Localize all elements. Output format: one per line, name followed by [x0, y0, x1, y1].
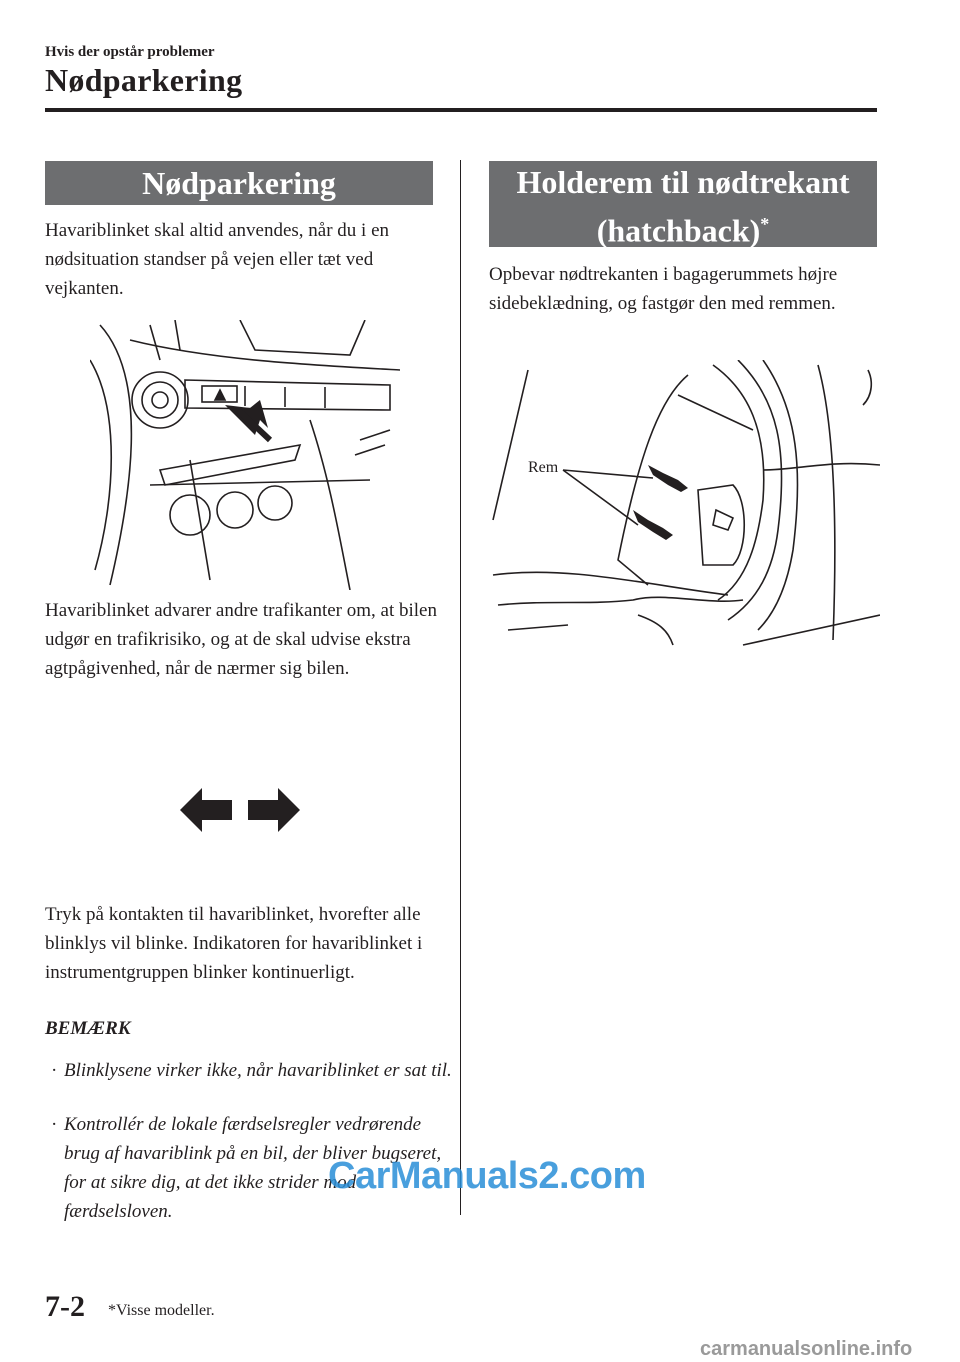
breadcrumb: Hvis der opstår problemer [45, 44, 215, 60]
banner-line-2: (hatchback)* [596, 212, 770, 249]
bullet-dot: · [51, 1114, 58, 1135]
model-asterisk: * [760, 214, 770, 234]
trunk-strap-illustration [488, 360, 880, 660]
page-number: 7-2 [45, 1290, 85, 1323]
watermark-logo: CarManuals2.com [328, 1155, 646, 1197]
hazard-switch-illustration [90, 320, 400, 590]
page-title: Nødparkering [45, 62, 243, 98]
storage-paragraph: Opbevar nødtrekanten i bagagerummets højre sidebeklædning, og fastgør den med remmen. [489, 264, 838, 314]
watermark-corner: carmanualsonline.info [700, 1338, 913, 1360]
note-heading: BEMÆRK [45, 1018, 131, 1039]
instruction-paragraph: Tryk på kontakten til havariblinket, hvorefter alle blinklys vil blinke. Indikatoren for havariblinket i instrumentgruppen blinker kontinuerligt. [45, 904, 423, 983]
footnote: *Visse modeller. [108, 1302, 215, 1319]
warning-paragraph: Havariblinket advarer andre trafikanter om, at bilen udgør en trafikrisiko, og at de skal udvise ekstra agtpågivenhed, når de nærmer sig bilen. [45, 600, 437, 679]
bullet-dot: · [51, 1060, 58, 1081]
column-divider [460, 160, 461, 1215]
note-item: · Blinklysene virker ikke, når havariblinket er sat til. [64, 1056, 454, 1085]
note-item: · Kontrollér de lokale færdselsregler vedrørende brug af havariblink på en bil, der bliver bugseret, for at sikre dig, at det ikke strider mod færdselsloven. [64, 1110, 454, 1226]
title-divider [45, 108, 877, 112]
intro-paragraph: Havariblinket skal altid anvendes, når du i en nødsituation standser på vejen eller tæt ved vejkanten. [45, 220, 390, 299]
section-banner-triangle-strap [489, 161, 877, 247]
hazard-arrows-icon [180, 780, 300, 840]
strap-label: Rem [528, 459, 559, 476]
section-banner-emergency-parking: Nødparkering [45, 161, 433, 205]
banner-line-1: Holderem til nødtrekant [516, 164, 850, 200]
